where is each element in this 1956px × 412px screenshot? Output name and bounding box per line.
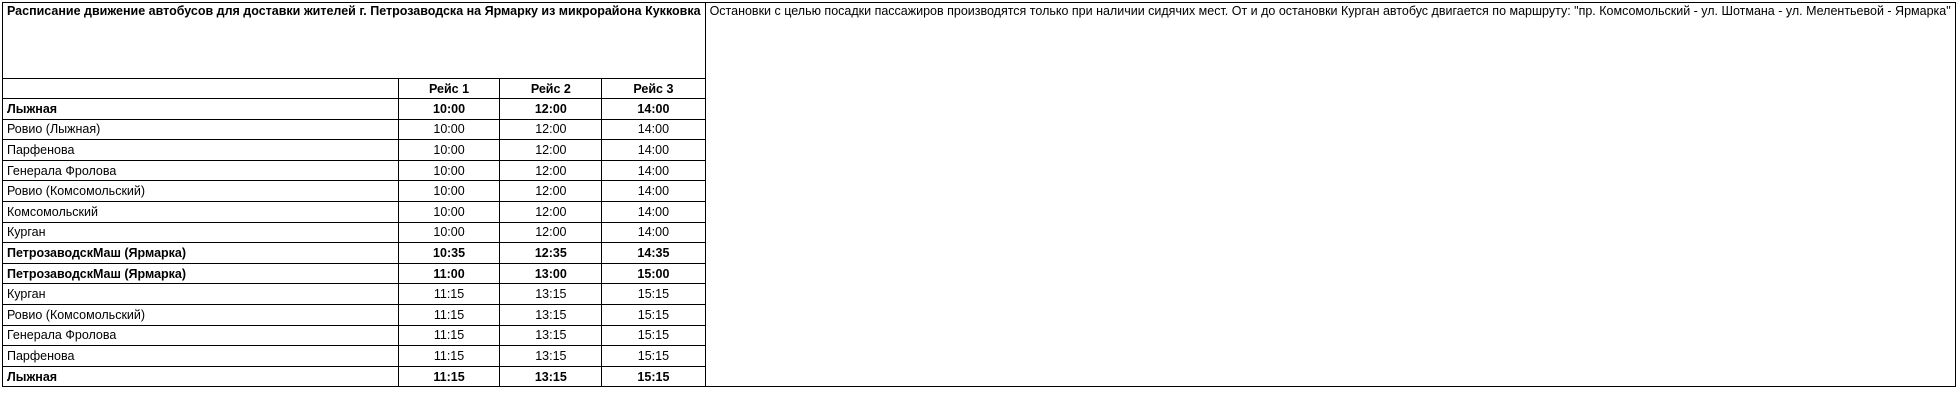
departure-time-trip-1: 10:35 — [398, 243, 500, 264]
stop-name: Курган — [3, 284, 399, 305]
schedule-body — [3, 3, 1956, 387]
departure-time-trip-1: 10:00 — [398, 201, 500, 222]
departure-time-trip-1: 10:00 — [398, 140, 500, 161]
stop-name: ПетрозаводскМаш (Ярмарка) — [3, 243, 399, 264]
departure-time-trip-2: 12:00 — [500, 140, 602, 161]
schedule-title: Расписание движение автобусов для доставки жителей г. Петрозаводска на Ярмарку из микрорайона Кукковка — [3, 3, 706, 79]
stop-name: Комсомольский — [3, 201, 399, 222]
departure-time-trip-1: 11:15 — [398, 366, 500, 387]
stop-name: Ровио (Комсомольский) — [3, 304, 399, 325]
departure-time-trip-2: 13:15 — [500, 304, 602, 325]
departure-time-trip-2: 13:15 — [500, 284, 602, 305]
stop-name: Парфенова — [3, 346, 399, 367]
stop-name: Лыжная — [3, 366, 399, 387]
stop-name: Курган — [3, 222, 399, 243]
departure-time-trip-1: 10:00 — [398, 99, 500, 120]
departure-time-trip-1: 11:15 — [398, 304, 500, 325]
departure-time-trip-1: 10:00 — [398, 222, 500, 243]
departure-time-trip-3: 14:00 — [602, 119, 705, 140]
departure-time-trip-2: 12:00 — [500, 222, 602, 243]
departure-time-trip-2: 12:00 — [500, 181, 602, 202]
departure-time-trip-3: 14:00 — [602, 99, 705, 120]
departure-time-trip-1: 10:00 — [398, 160, 500, 181]
departure-time-trip-3: 15:00 — [602, 263, 705, 284]
departure-time-trip-2: 12:35 — [500, 243, 602, 264]
departure-time-trip-3: 14:00 — [602, 160, 705, 181]
departure-time-trip-1: 11:00 — [398, 263, 500, 284]
title-row — [3, 3, 1956, 79]
departure-time-trip-3: 15:15 — [602, 346, 705, 367]
departure-time-trip-3: 15:15 — [602, 304, 705, 325]
stop-name: Генерала Фролова — [3, 160, 399, 181]
departure-time-trip-3: 14:00 — [602, 222, 705, 243]
stop-name: Генерала Фролова — [3, 325, 399, 346]
stop-name: Ровио (Лыжная) — [3, 119, 399, 140]
departure-time-trip-3: 15:15 — [602, 325, 705, 346]
header-blank-cell — [3, 79, 399, 99]
departure-time-trip-2: 12:00 — [500, 201, 602, 222]
departure-time-trip-3: 14:00 — [602, 140, 705, 161]
header-trip-1: Рейс 1 — [398, 79, 500, 99]
departure-time-trip-2: 13:15 — [500, 346, 602, 367]
departure-time-trip-2: 12:00 — [500, 160, 602, 181]
departure-time-trip-3: 14:00 — [602, 201, 705, 222]
departure-time-trip-1: 11:15 — [398, 325, 500, 346]
header-trip-3: Рейс 3 — [602, 79, 705, 99]
stop-name: Парфенова — [3, 140, 399, 161]
departure-time-trip-3: 14:00 — [602, 181, 705, 202]
departure-time-trip-3: 14:35 — [602, 243, 705, 264]
departure-time-trip-1: 11:15 — [398, 346, 500, 367]
header-trip-2: Рейс 2 — [500, 79, 602, 99]
stop-name: ПетрозаводскМаш (Ярмарка) — [3, 263, 399, 284]
departure-time-trip-2: 13:00 — [500, 263, 602, 284]
departure-time-trip-1: 10:00 — [398, 181, 500, 202]
departure-time-trip-2: 13:15 — [500, 325, 602, 346]
departure-time-trip-2: 12:00 — [500, 119, 602, 140]
departure-time-trip-3: 15:15 — [602, 284, 705, 305]
departure-time-trip-2: 12:00 — [500, 99, 602, 120]
departure-time-trip-1: 11:15 — [398, 284, 500, 305]
departure-time-trip-2: 13:15 — [500, 366, 602, 387]
stop-name: Лыжная — [3, 99, 399, 120]
stop-name: Ровио (Комсомольский) — [3, 181, 399, 202]
departure-time-trip-1: 10:00 — [398, 119, 500, 140]
departure-time-trip-3: 15:15 — [602, 366, 705, 387]
schedule-table — [2, 2, 1956, 387]
route-note: Остановки с целью посадки пассажиров производятся только при наличии сидячих мест. От и до остановки Курган автобус двигается по маршруту: "пр. Комсомольский - ул. Шотмана - ул. Мелентьевой - Ярмарка" — [705, 3, 1955, 387]
